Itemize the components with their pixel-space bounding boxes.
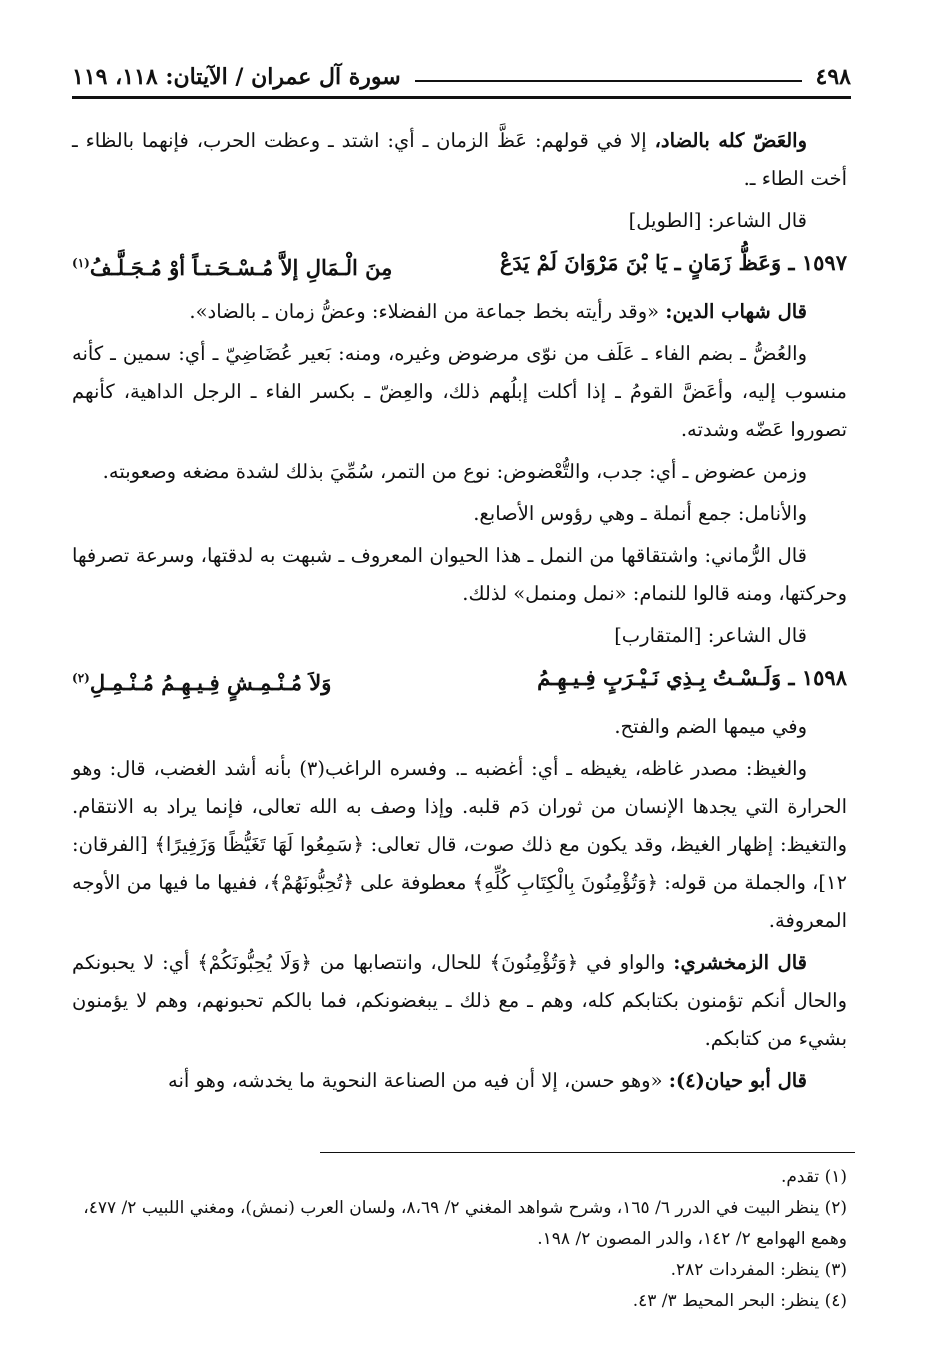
paragraph-lead: قال شهاب الدين: [665, 300, 807, 323]
verse-second-half-wrap [72, 244, 392, 287]
paragraph-lead: والعَضّ كله بالضاد، [654, 129, 808, 152]
paragraph [72, 1062, 847, 1100]
running-title: سورة آل عمران / الآيتان: ١١٨، ١١٩ [72, 64, 401, 90]
paragraph-lead: قال أبو حيان(٤): [668, 1069, 807, 1092]
paragraph-text: والعُضُّ ـ بضم الفاء ـ عَلَف من نوّى مرضوض وغيره، ومنه: بَعير عُضَاضِيّ ـ أي: سمين ـ كأنه منسوب إليه، وأعَضَّ القومُ ـ إذا أكلت إبلُهم ذلك، والعِضّ ـ بكسر الفاء ـ الرجل الداهية، كأنهم تصوروا عَضّه وشدته. [72, 342, 847, 441]
footnote-separator [320, 1152, 855, 1153]
paragraph-text: وفي ميمها الضم والفتح. [614, 715, 807, 738]
paragraph [72, 617, 847, 655]
paragraph [72, 453, 847, 491]
paragraph-text: «وهو حسن، إلا أن فيه من الصناعة النحوية ما يخدشه، وهو أنه [168, 1069, 669, 1092]
page-header [72, 58, 851, 90]
paragraph [72, 537, 847, 613]
footnote-ref: (١) [72, 256, 90, 270]
footnote: (٣) ينظر: المفردات ٢٨٢. [670, 1260, 847, 1280]
paragraph [72, 335, 847, 449]
header-line [415, 80, 802, 82]
footnote: (١) تقدم. [780, 1167, 847, 1187]
meter-label: قال الشاعر: [المتقارب] [614, 624, 807, 647]
header-rule [72, 96, 851, 99]
paragraph-text: إلا في قولهم: عَظَّ الزمان ـ أي: اشتد ـ وعظت الحرب، فإنهما بالظاء ـ أخت الطاء ـ. [72, 129, 847, 190]
paragraph [72, 750, 847, 940]
paragraph-text: قال الرُّماني: واشتقاقها من النمل ـ هذا الحيوان المعروف ـ شبهت به لدقتها، وسرعة تصرفها وحركتها، ومنه قالوا للنمام: «نمل ومنمل» لذلك. [72, 544, 847, 605]
verse-first-half: ١٥٩٧ ـ وَعَظُّ زَمَانٍ ـ يَا بْنَ مَرْوَانَ لَمْ يَدَعْ [499, 250, 847, 275]
paragraph [72, 202, 847, 240]
paragraph [72, 944, 847, 1058]
poem-verse [72, 244, 847, 287]
paragraph [72, 495, 847, 533]
verse-second-half: مِنَ الْـمَالِ إلاَّ مُـسْـحَـتـاً أوْ مُـجَـلَّـفُ [89, 255, 393, 280]
meter-label: قال الشاعر: [الطويل] [628, 209, 807, 232]
paragraph-text: والأنامل: جمع أنملة ـ وهي رؤوس الأصابع. [473, 502, 807, 525]
paragraph [72, 122, 847, 198]
verse-second-half: وَلاَ مُـنْـمِـشٍ فِـيـهِـمُ مُـنْـمِـلِ [89, 670, 332, 695]
poem-verse [72, 659, 847, 702]
verse-second-half-wrap [72, 659, 331, 702]
verse-first-half: ١٥٩٨ ـ وَلَـسْـتُ بِـذِي نَـيْـرَبٍ فِـيـهِـمُ [537, 665, 847, 690]
paragraph-text: والغيظ: مصدر غاظه، يغيظه ـ أي: أغضبه ـ. وفسره الراغب(٣) بأنه أشد الغضب، قال: وهو الحرارة التي يجدها الإنسان من ثوران دَم قلبه. وإذا وصف به الله تعالى، فإنما يراد به الانتقام. والتغيظ: إظهار الغيظ، وقد يكون مع ذلك صوت، قال تعالى: ﴿سَمِعُوا لَهَا تَغَيُّظًا وَزَفِيرًا﴾ [الفرقان: ١٢]، والجملة من قوله: ﴿وَتُؤْمِنُونَ بِالْكِتَابِ كُلِّهِ﴾ معطوفة على ﴿تُحِبُّونَهُمْ﴾، ففيها ما فيها من الأوجه المعروفة. [72, 757, 847, 932]
footnotes [72, 1162, 847, 1317]
paragraph-text: وزمن عضوض ـ أي: جدب، والتُّعْضوض: نوع من التمر، سُمِّيَ بذلك لشدة مضغه وصعوبته. [102, 460, 807, 483]
main-text [72, 122, 847, 1104]
paragraph-lead: قال الزمخشري: [673, 951, 807, 974]
paragraph [72, 293, 847, 331]
paragraph-text: «وقد رأيته بخط جماعة من الفضلاء: وعضُّ زمان ـ بالضاد». [189, 300, 666, 323]
paragraph-text: والواو في ﴿وَتُؤْمِنُونَ﴾ للحال، وانتصابها من ﴿وَلَا يُحِبُّونَكُمْ﴾ أي: لا يحبونكم والحال أنكم تؤمنون بكتابكم كله، وهم ـ مع ذلك ـ يبغضونكم، فما بالكم تحبونهم، وهم لا يؤمنون بشيء من كتابكم. [72, 951, 847, 1050]
footnote: (٤) ينظر: البحر المحيط ٣/ ٤٣. [632, 1291, 847, 1311]
page-number: ٤٩٨ [815, 64, 851, 90]
footnote-ref: (٢) [72, 671, 90, 685]
paragraph [72, 708, 847, 746]
footnote: (٢) ينظر البيت في الدرر ٦/ ١٦٥، وشرح شواهد المغني ٢/ ٨،٦٩، ولسان العرب (نمش)، ومغني اللبيب ٢/ ٤٧٧، وهمع الهوامع ٢/ ١٤٢، والدر المصون ٢/ ١٩٨. [83, 1198, 847, 1249]
